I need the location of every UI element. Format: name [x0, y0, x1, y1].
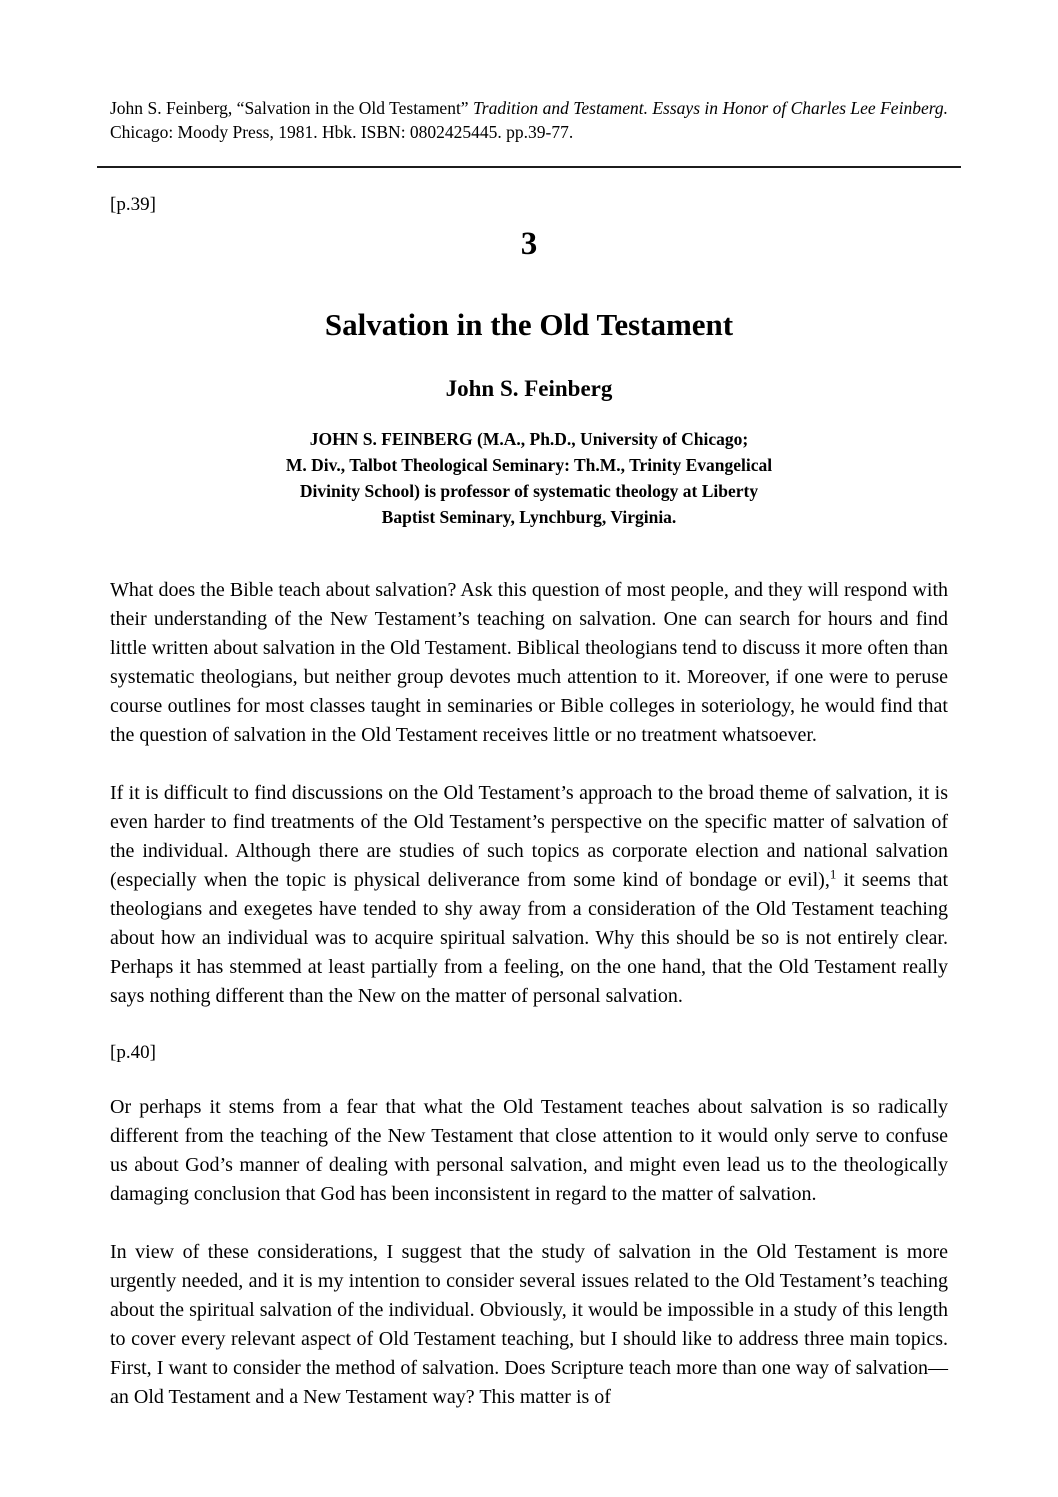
author-bio [110, 426, 948, 530]
citation-book-title: Tradition and Testament. Essays in Honor of Charles Lee Feinberg. [473, 98, 948, 118]
paragraph-1: What does the Bible teach about salvation? Ask this question of most people, and they will respond with their understanding of the New Testament’s teaching on salvation. One can search for hours and find little written about salvation in the Old Testament. Biblical theologians tend to discuss it more often than systematic theologians, but neither group devotes much attention to it. Moreover, if one were to peruse course outlines for most classes taught in seminaries or Bible colleges in soteriology, he would find that the question of salvation in the Old Testament receives little or no treatment whatsoever. [110, 579, 948, 746]
author-bio-line: Divinity School) is professor of systematic theology at Liberty [299, 481, 759, 501]
page-marker-39: [p.39] [110, 194, 156, 215]
author-name: John S. Feinberg [445, 376, 613, 401]
author-bio-line: M. Div., Talbot Theological Seminary: Th.M., Trinity Evangelical [285, 455, 773, 475]
paragraph-2-text: If it is difficult to find discussions on the Old Testament’s approach to the broad theme of salvation, it is even harder to find treatments of the Old Testament’s perspective on the specific matter of salvation of the individual. Although there are studies of such topics as corporate election and national salvation (especially when the topic is physical deliverance from some kind of bondage or evil), [110, 782, 948, 891]
paragraph-2-text-cont: it seems that theologians and exegetes have tended to shy away from a consideration of the Old Testament teaching about how an individual was to acquire spiritual salvation. Why this should be so is not entirely clear. Perhaps it has stemmed at least partially from a feeling, on the one hand, that the Old Testament really says nothing different than the New on the matter of personal salvation. [110, 869, 949, 1007]
citation-publisher-info: Chicago: Moody Press, 1981. Hbk. ISBN: 0802425445. pp.39-77. [110, 122, 574, 142]
article-title: Salvation in the Old Testament [324, 307, 734, 342]
header-divider [97, 166, 961, 168]
author-bio-line: JOHN S. FEINBERG (M.A., Ph.D., University of Chicago; [309, 429, 749, 449]
footnote-ref-1: 1 [829, 866, 837, 882]
paragraph-4: In view of these considerations, I suggest that the study of salvation in the Old Testament is more urgently needed, and it is my intention to consider several issues related to the Old Testament’s teaching about the spiritual salvation of the individual. Obviously, it would be impossible in a study of this length to cover every relevant aspect of Old Testament teaching, but I should like to address three main topics. First, I want to consider the method of salvation. Does Scripture teach more than one way of salvation—an Old Testament and a New Testament way? This matter is of [110, 1241, 948, 1408]
paragraph-2 [110, 779, 948, 1011]
citation-author-title: John S. Feinberg, “Salvation in the Old Testament” [110, 98, 473, 118]
page-marker-40: [p.40] [110, 1042, 156, 1063]
chapter-number: 3 [520, 226, 538, 262]
citation-header [110, 96, 948, 144]
paragraph-3: Or perhaps it stems from a fear that what the Old Testament teaches about salvation is so radically different from the teaching of the New Testament that close attention to it would only serve to confuse us about God’s manner of dealing with personal salvation, and might even lead us to the theologically damaging conclusion that God has been inconsistent in regard to the matter of salvation. [110, 1096, 948, 1205]
author-bio-line: Baptist Seminary, Lynchburg, Virginia. [381, 507, 677, 527]
